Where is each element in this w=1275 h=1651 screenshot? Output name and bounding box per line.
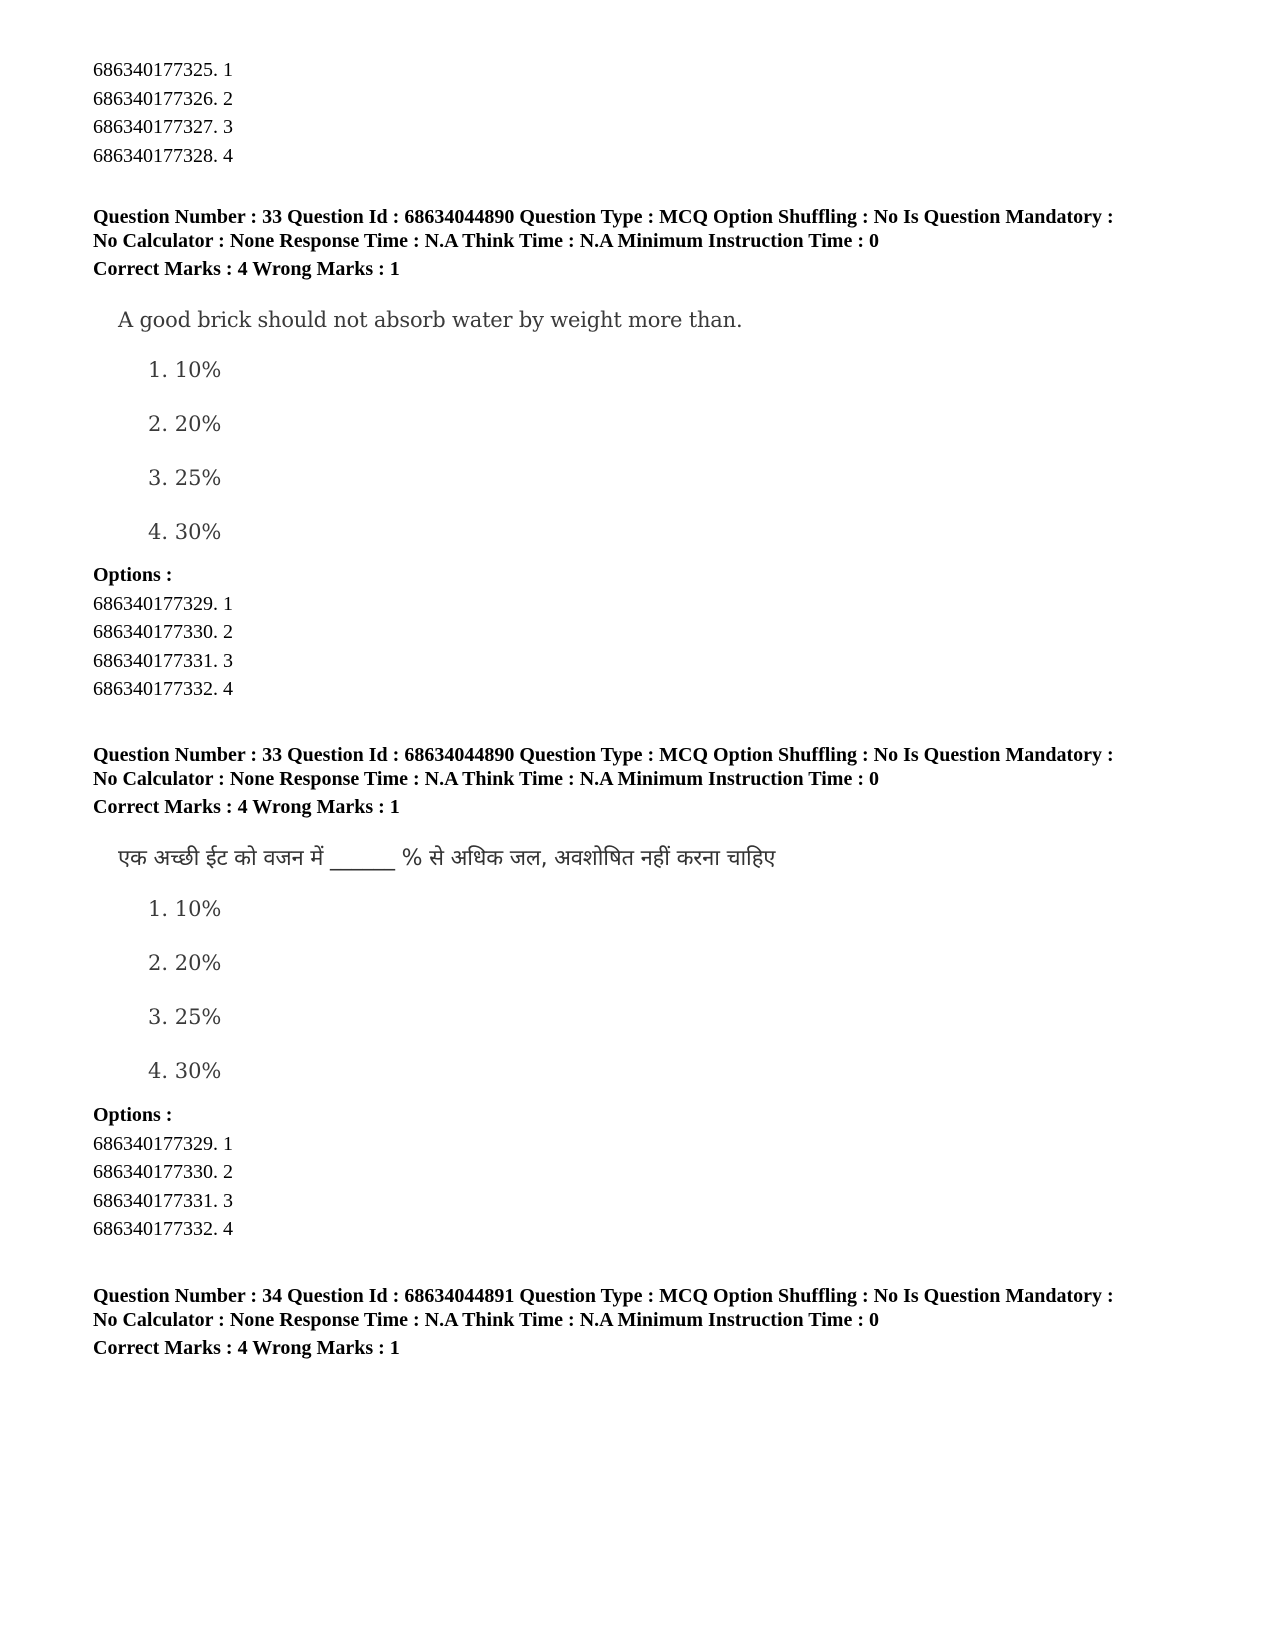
- option-item: 686340177327. 3: [93, 116, 233, 138]
- question-meta-line: Question Number : 33 Question Id : 68634044890 Question Type : MCQ Option Shuffling : No Is Question Mandatory :: [93, 744, 1114, 766]
- choice-item: 2. 20%: [148, 951, 222, 975]
- question-text: A good brick should not absorb water by weight more than.: [118, 308, 743, 332]
- choice-item: 3. 25%: [148, 466, 222, 490]
- choice-item: 4. 30%: [148, 1059, 222, 1083]
- option-item: 686340177329. 1: [93, 1132, 233, 1155]
- option-item: 686340177332. 4: [93, 678, 233, 700]
- choice-item: 3. 25%: [148, 1005, 222, 1029]
- question-marks: Correct Marks : 4 Wrong Marks : 1: [93, 796, 400, 818]
- options-label: Options :: [93, 564, 173, 586]
- options-label: Options :: [93, 1104, 173, 1126]
- choice-item: 4. 30%: [148, 520, 222, 544]
- question-meta-line: Question Number : 34 Question Id : 68634044891 Question Type : MCQ Option Shuffling : No Is Question Mandatory :: [93, 1285, 1114, 1307]
- question-33-hi-header: [93, 743, 1114, 819]
- option-item: 686340177329. 1: [93, 592, 233, 615]
- question-meta-line: No Calculator : None Response Time : N.A Think Time : N.A Minimum Instruction Time : 0: [93, 1309, 879, 1331]
- choice-item: 1. 10%: [148, 358, 222, 382]
- choice-item: 1. 10%: [148, 897, 222, 921]
- option-item: 686340177331. 3: [93, 649, 233, 672]
- question-33-en-header: [93, 205, 1114, 281]
- option-item: 686340177330. 2: [93, 621, 233, 643]
- option-item: 686340177326. 2: [93, 87, 233, 110]
- question-34-header: [93, 1284, 1114, 1360]
- option-item: 686340177331. 3: [93, 1189, 233, 1212]
- choice-item: 2. 20%: [148, 412, 222, 436]
- option-item: 686340177332. 4: [93, 1218, 233, 1240]
- question-marks: Correct Marks : 4 Wrong Marks : 1: [93, 1337, 400, 1359]
- question-33-en-options: [93, 561, 233, 704]
- question-marks: Correct Marks : 4 Wrong Marks : 1: [93, 258, 400, 280]
- question-meta-line: No Calculator : None Response Time : N.A Think Time : N.A Minimum Instruction Time : 0: [93, 768, 879, 790]
- question-meta-line: No Calculator : None Response Time : N.A Think Time : N.A Minimum Instruction Time : 0: [93, 230, 879, 252]
- option-item: 686340177325. 1: [93, 59, 233, 81]
- question-33-hi-body: [118, 844, 775, 1086]
- question-meta-line: Question Number : 33 Question Id : 68634044890 Question Type : MCQ Option Shuffling : No Is Question Mandatory :: [93, 206, 1114, 228]
- option-item: 686340177330. 2: [93, 1161, 233, 1183]
- question-33-en-body: [118, 305, 742, 547]
- option-item: 686340177328. 4: [93, 144, 233, 167]
- question-text: एक अच्छी ईट को वजन में ______ % से अधिक जल, अवशोषित नहीं करना चाहिए: [118, 846, 776, 871]
- previous-options-list: [93, 56, 233, 170]
- question-33-hi-options: [93, 1101, 233, 1244]
